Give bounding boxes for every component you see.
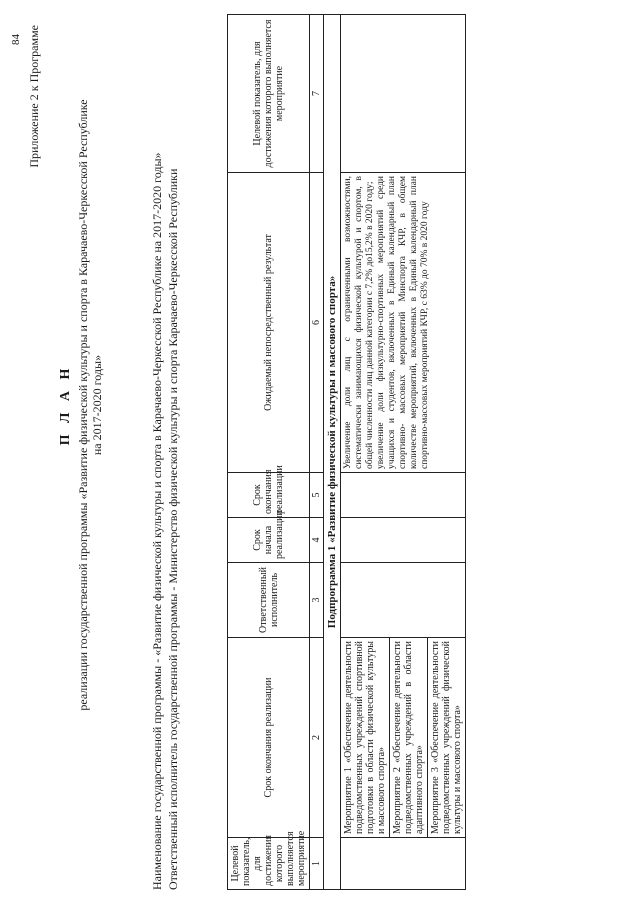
col-header-3: Ответственный исполнитель	[228, 563, 310, 638]
plan-title: П Л А Н	[58, 364, 73, 446]
plan-title-block	[58, 55, 104, 755]
col-header-4: Срок начала реализации	[228, 518, 310, 563]
column-number-row	[310, 15, 324, 890]
col-number: 7	[310, 15, 324, 173]
plan-subtitle-line2: на 2017-2020 годы»	[90, 354, 104, 456]
table-row	[341, 15, 390, 890]
activity-cell: Мероприятие 3 «Обеспечение деятельности подведомственных учреждений физической культуры и массового спорта»	[428, 638, 466, 838]
expected-result-2: увеличение доли физкультурно-спортивных мероприятий среди учащихся и студентов, включенных в Единый календарный план спортивно- массовых мероприятий Минспорта КЧР, в общем количестве мероприятий, включенных в Единый календарный план спортивно-массовых мероприятий КЧР, с 63% до 70% в 2020 году	[376, 176, 430, 469]
col-number: 2	[310, 638, 324, 838]
start-cell	[341, 518, 466, 563]
activity-cell: Мероприятие 2 «Обеспечение деятельности подведомственных учреждений в области адаптивного спорта»	[390, 638, 428, 838]
activity-cell: Мероприятие 1 «Обеспечение деятельности подведомственных учреждений спортивной подготовки в области физической культуры и массового спорта»	[341, 638, 390, 838]
indicator-cell	[341, 15, 466, 173]
subprogram-row	[324, 15, 341, 890]
program-meta	[150, 10, 182, 890]
col-header-2: Срок окончания реализации	[228, 638, 310, 838]
program-executor: Ответственный исполнитель государственной программы - Министерство физической культуры и спорта Карачаево-Черкесской Республики	[166, 168, 180, 890]
col-header-7: Целевой показатель, для достижения которого выполняется мероприятие	[228, 15, 310, 173]
plan-table	[227, 14, 466, 890]
table-header-row	[228, 15, 310, 890]
plan-subtitle-line1: реализации государственной программы «Развитие физической культуры и спорта в Карачаево-Черкесской Республике	[76, 99, 90, 711]
subprogram-title: Подпрограмма 1 «Развитие физической культуры и массового спорта»	[324, 15, 341, 890]
col-header-1: Целевой показатель, для достижения которого выполняется мероприятие	[228, 838, 310, 890]
program-name: Наименование государственной программы - «Развитие физической культуры и спорта в Карачаево-Черкесской Республике на 2017-2020 годы»	[150, 152, 164, 890]
col-header-5: Срок окончания реализации	[228, 473, 310, 518]
end-cell	[341, 473, 466, 518]
appendix-label: Приложение 2 к Программе	[27, 25, 41, 168]
col-header-6: Ожидаемый непосредственный результат	[228, 173, 310, 473]
executor-cell	[341, 563, 466, 638]
col-number: 3	[310, 563, 324, 638]
col-number: 5	[310, 473, 324, 518]
col-number: 4	[310, 518, 324, 563]
expected-result-cell	[341, 173, 466, 473]
col-number: 6	[310, 173, 324, 473]
col-number: 1	[310, 838, 324, 890]
target-cell	[341, 838, 466, 890]
page-number: 84	[10, 34, 22, 45]
expected-result-1: Увеличение доли лиц с ограниченными возможностями, систематически занимающихся физической культурой и спортом, в общей численности лиц данной категории с 7,2% до15,2% в 2020 году;	[343, 176, 375, 469]
